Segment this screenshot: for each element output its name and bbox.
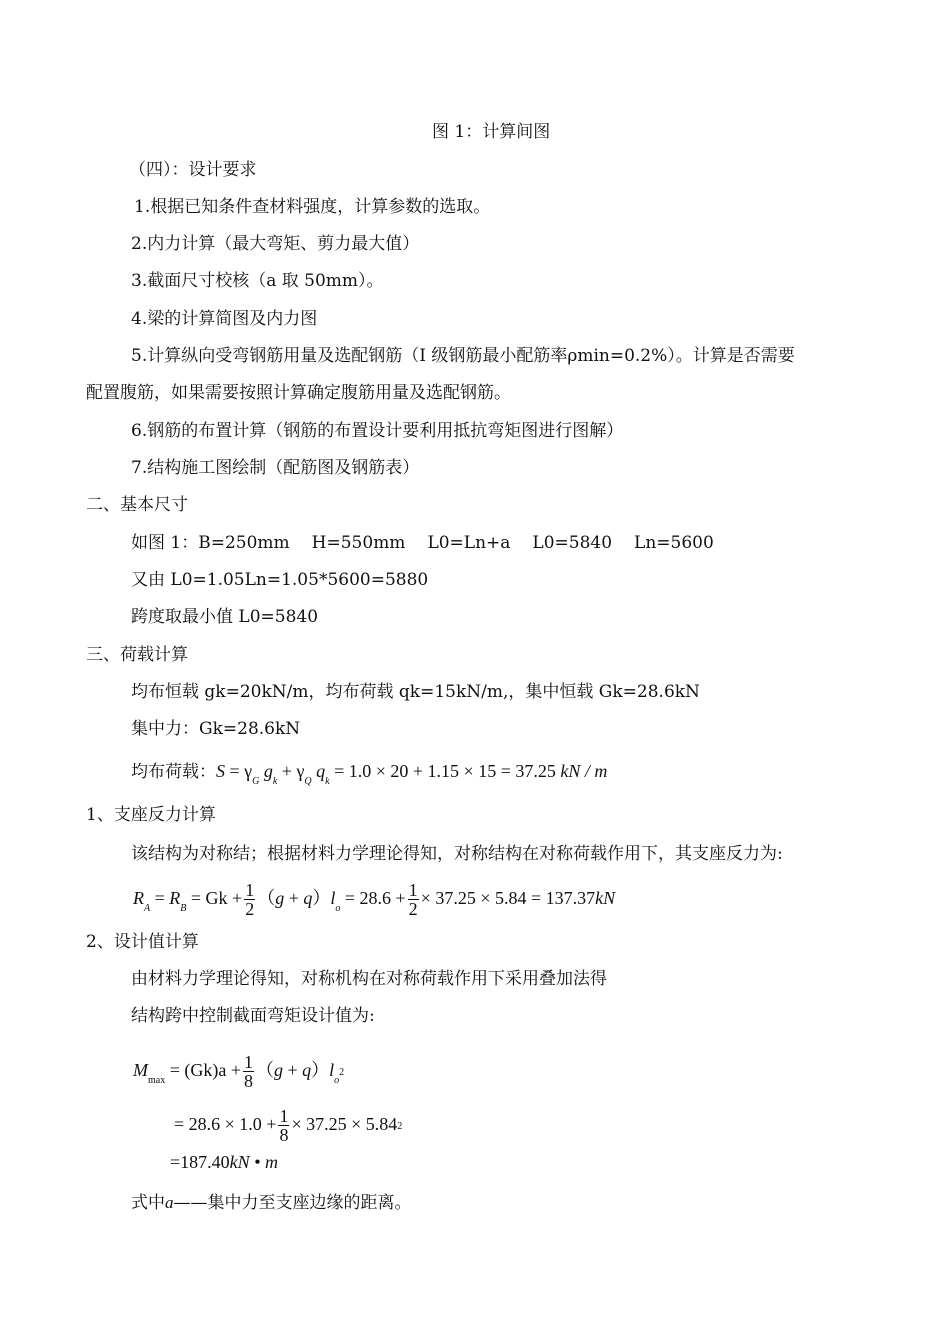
dimension-prefix: 如图 1：: [131, 533, 199, 553]
uniform-load-label: 均布荷载：: [131, 762, 216, 782]
design-text: 结构跨中控制截面弯矩设计值为:: [131, 1006, 375, 1026]
uniform-load-unit: kN / m: [560, 761, 608, 781]
moment-equation-line-1: $M_{max} = (Gk)a$ + $\frac{1}{8}$ $(g + q)l_o2$: [133, 1052, 345, 1092]
requirement-item: 4.梁的计算简图及内力图: [131, 309, 318, 329]
load-line: 均布恒载 gk=20kN/m，均布荷载 qk=15kN/m,，集中恒载 Gk=28.6kN: [131, 682, 700, 702]
dimension-ln: Ln=5600: [634, 533, 714, 553]
requirement-item: 1.根据已知条件查材料强度，计算参数的选取。: [134, 197, 491, 217]
support-text: 该结构为对称结；根据材料力学理论得知，对称结构在对称荷载作用下，其支座反力为:: [131, 844, 783, 864]
variable-a: a: [165, 1193, 174, 1212]
requirement-item: 2.内力计算（最大弯矩、剪力最大值）: [131, 234, 420, 254]
figure-caption: 图 1：计算间图: [432, 122, 551, 142]
span-calc-line: 又由 L0=1.05Ln=1.05*5600=5880: [131, 570, 429, 590]
support-reaction-equation: $R_A = R_B = Gk$ + $\frac{1}{2}$ $(g + q)l_o = 28.6$ + $\frac{1}{2}$ × 37.25 × 5.84 = 137.37kN: [133, 880, 616, 920]
uniform-load-rhs: = 1.0 × 20 + 1.15 × 15 = 37.25: [334, 761, 556, 781]
section-heading: 2、设计值计算: [86, 932, 199, 952]
span-min-line: 跨度取最小值 L0=5840: [131, 607, 319, 627]
design-text: 由材料力学理论得知，对称机构在对称荷载作用下采用叠加法得: [131, 969, 607, 989]
requirement-item: 5.计算纵向受弯钢筋用量及选配钢筋（I 级钢筋最小配筋率ρmin=0.2%）。计算是否需要: [131, 346, 795, 366]
section-heading: 三、荷载计算: [86, 645, 188, 665]
dimension-l0: L0=5840: [532, 533, 613, 553]
dimension-b: B=250mm: [198, 533, 290, 553]
moment-equation-line-2: = 28.6 × 1.0 + $\frac{1}{8}$ × 37.25 × 5.842: [174, 1106, 403, 1146]
requirement-item: 3.截面尺寸校核（a 取 50mm）。: [131, 271, 384, 291]
uniform-load-equation: 均布荷载：$S = \gamma_G$ $g_k + \gamma_Q$ $q_k = 1.0 \times 20 + 1.15 \times 15 = 37.25$ kN / m: [131, 761, 608, 787]
section-heading: （四）：设计要求: [129, 160, 257, 180]
variable-note: 式中a——集中力至支座边缘的距离。: [131, 1193, 412, 1213]
requirement-item: 7.结构施工图绘制（配筋图及钢筋表）: [131, 458, 420, 478]
moment-equation-line-3: =187.40kN • m: [170, 1152, 278, 1172]
dimension-l0-formula: L0=Ln+a: [427, 533, 511, 553]
requirement-item: 6.钢筋的布置计算（钢筋的布置设计要利用抵抗弯矩图进行图解）: [131, 421, 624, 441]
requirement-item: 配置腹筋，如果需要按照计算确定腹筋用量及选配钢筋。: [86, 383, 511, 403]
dimension-line: [131, 532, 714, 554]
section-heading: 二、基本尺寸: [86, 495, 188, 515]
point-load-line: 集中力：Gk=28.6kN: [131, 719, 301, 739]
dimension-h: H=550mm: [311, 533, 406, 553]
section-heading: 1、支座反力计算: [86, 805, 216, 825]
